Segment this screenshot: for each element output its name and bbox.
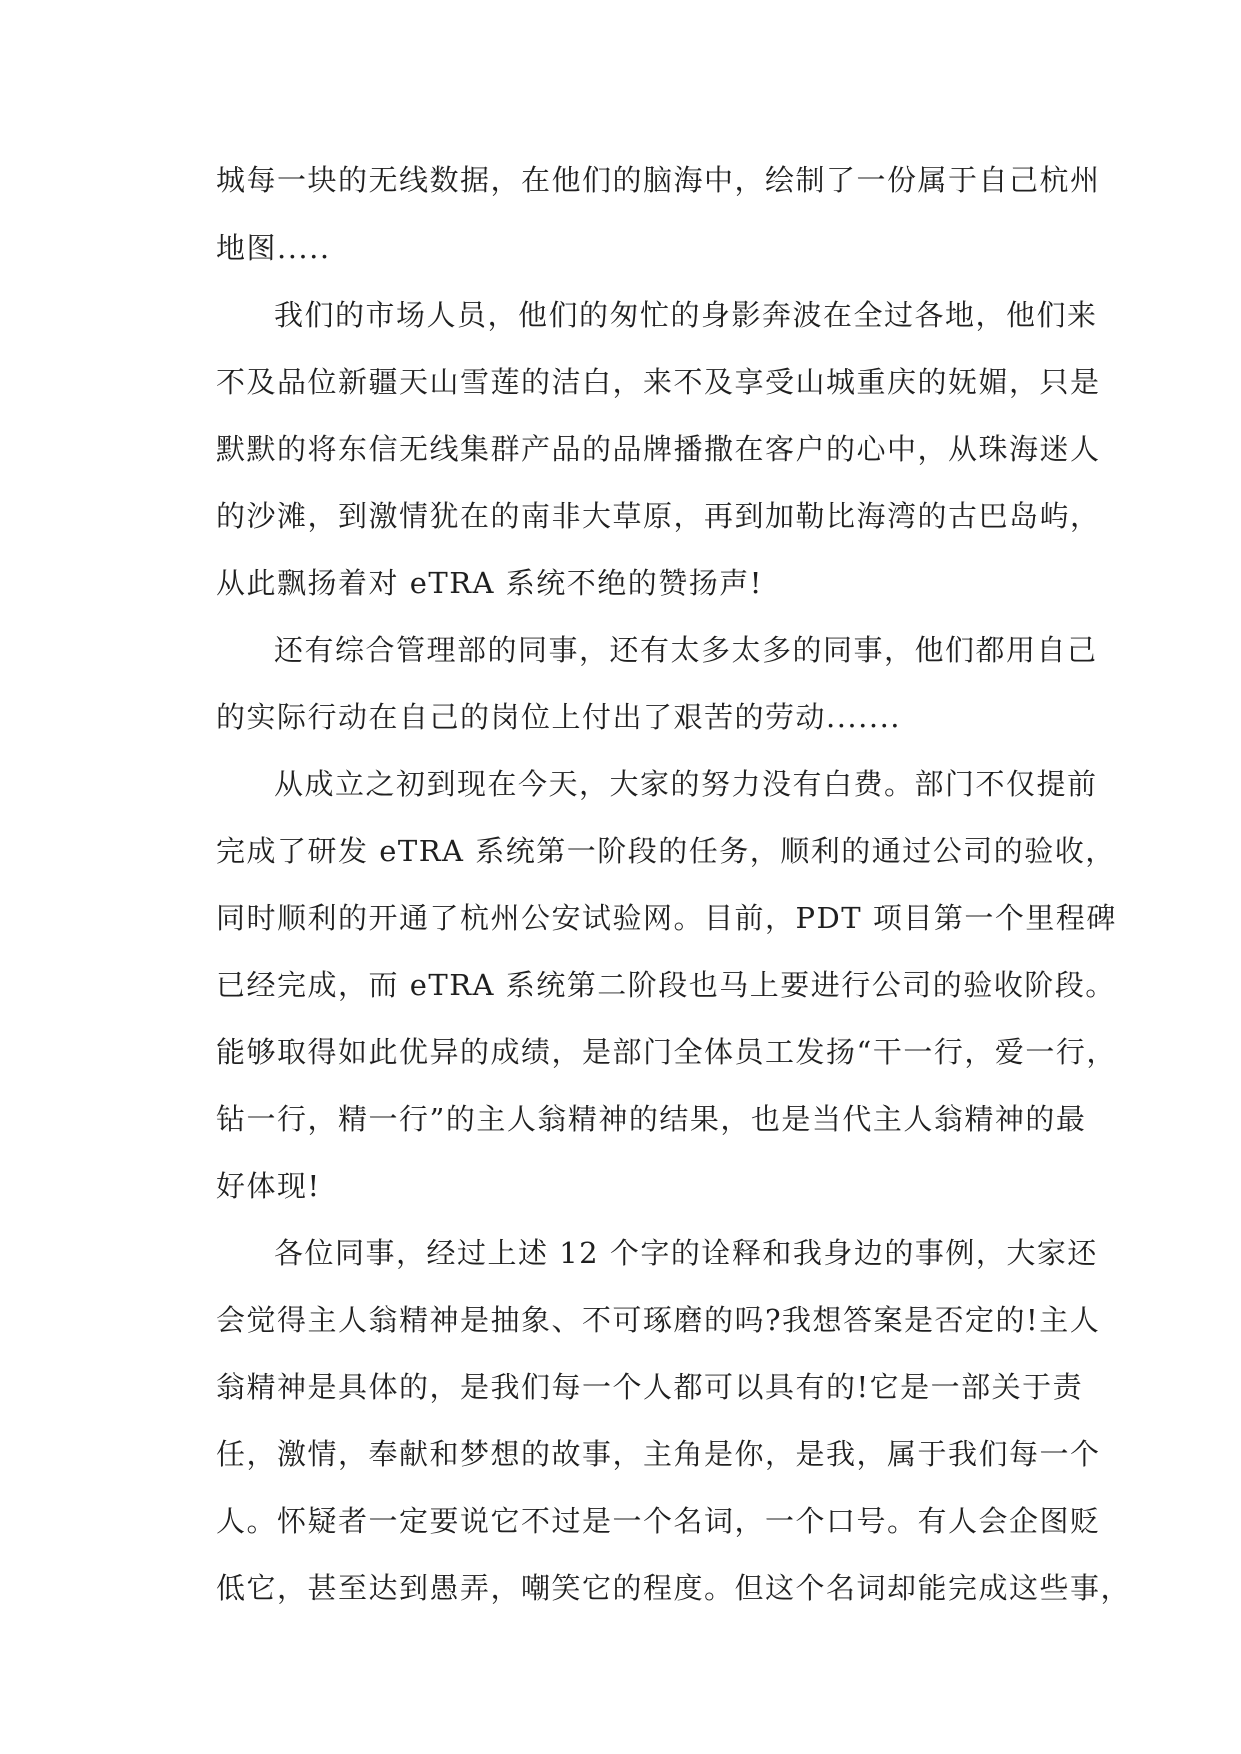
text-line: 不及品位新疆天山雪莲的洁白，来不及享受山城重庆的妩媚，只是 [216, 365, 1101, 399]
text-line: 钻一行，精一行”的主人翁精神的结果，也是当代主人翁精神的最 [216, 1102, 1087, 1136]
text-line: 翁精神是具体的，是我们每一个人都可以具有的!它是一部关于责 [216, 1370, 1084, 1404]
paragraph-start-line: 各位同事，经过上述 12 个字的诠释和我身边的事例，大家还 [274, 1236, 1098, 1270]
paragraph-start-line: 我们的市场人员，他们的匆忙的身影奔波在全过各地，他们来 [274, 298, 1098, 332]
text-line: 同时顺利的开通了杭州公安试验网。目前，PDT 项目第一个里程碑 [216, 901, 1117, 935]
text-line: 默默的将东信无线集群产品的品牌播撒在客户的心中，从珠海迷人 [216, 432, 1101, 466]
text-line: 的沙滩，到激情犹在的南非大草原，再到加勒比海湾的古巴岛屿， [216, 499, 1101, 533]
paragraph-start-line: 从成立之初到现在今天，大家的努力没有白费。部门不仅提前 [274, 767, 1098, 801]
text-line: 地图..... [216, 231, 331, 265]
text-line: 已经完成，而 eTRA 系统第二阶段也马上要进行公司的验收阶段。 [216, 968, 1116, 1002]
text-line: 的实际行动在自己的岗位上付出了艰苦的劳动....... [216, 700, 902, 734]
text-line: 低它，甚至达到愚弄，嘲笑它的程度。但这个名词却能完成这些事， [216, 1571, 1132, 1605]
text-line: 人。怀疑者一定要说它不过是一个名词，一个口号。有人会企图贬 [216, 1504, 1101, 1538]
paragraph-start-line: 还有综合管理部的同事，还有太多太多的同事，他们都用自己 [274, 633, 1098, 667]
text-line: 任，激情，奉献和梦想的故事，主角是你，是我，属于我们每一个 [216, 1437, 1101, 1471]
text-line: 能够取得如此优异的成绩，是部门全体员工发扬“干一行，爱一行， [216, 1035, 1117, 1069]
text-line: 好体现! [216, 1169, 321, 1203]
text-line: 完成了研发 eTRA 系统第一阶段的任务，顺利的通过公司的验收， [216, 834, 1116, 868]
text-line: 从此飘扬着对 eTRA 系统不绝的赞扬声! [216, 566, 763, 600]
text-line: 会觉得主人翁精神是抽象、不可琢磨的吗?我想答案是否定的!主人 [216, 1303, 1101, 1337]
text-line: 城每一块的无线数据，在他们的脑海中，绘制了一份属于自己杭州 [216, 163, 1101, 197]
